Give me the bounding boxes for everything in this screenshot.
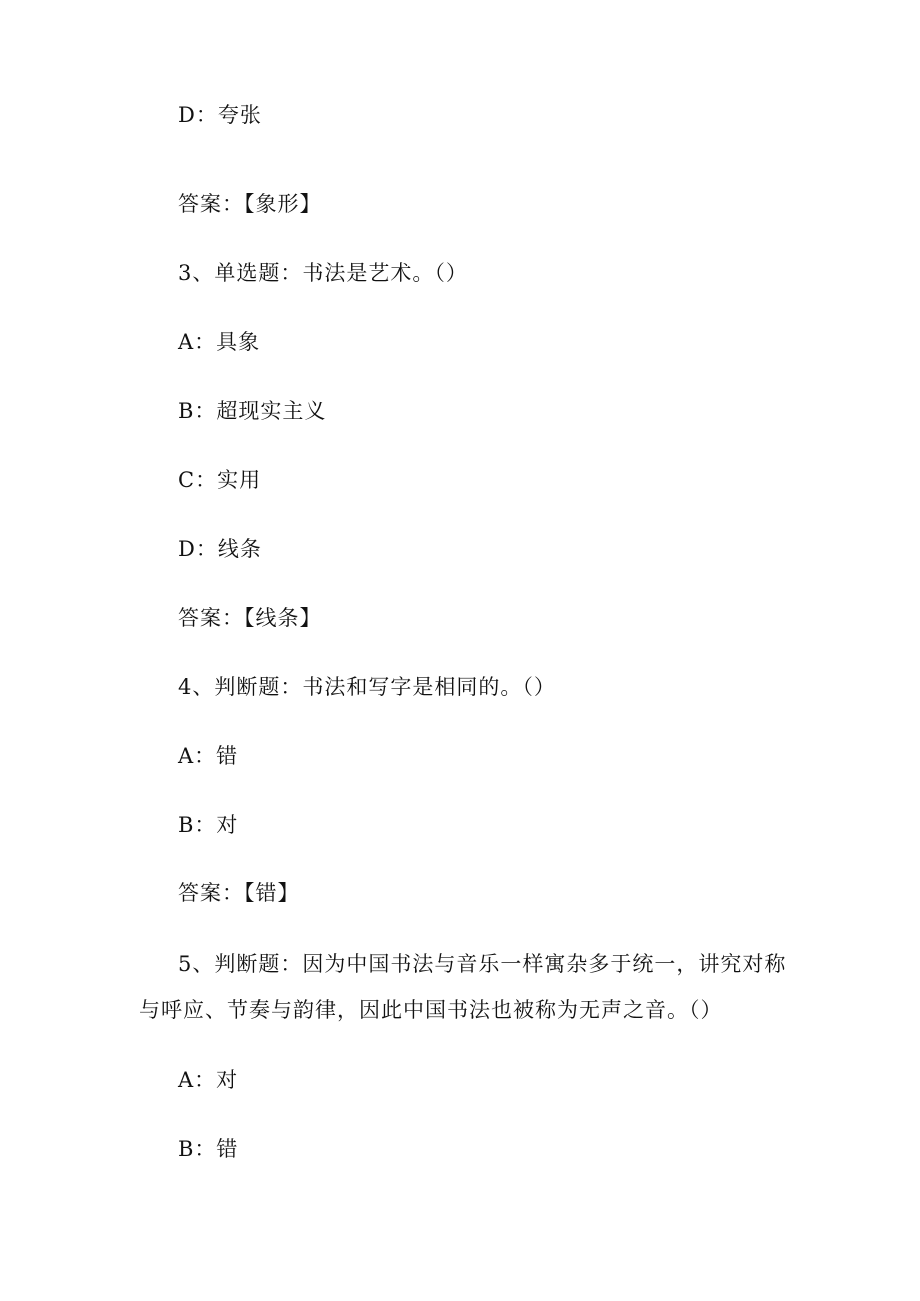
q3-option-b: B：超现实主义 xyxy=(178,399,327,423)
q3-option-c: C：实用 xyxy=(178,468,262,492)
q5-option-b: B：错 xyxy=(178,1137,239,1161)
q5-question-line-2: 与呼应、节奏与韵律，因此中国书法也被称为无声之音。（） xyxy=(139,998,723,1022)
q4-answer: 答案：【错】 xyxy=(178,881,300,905)
q2-option-d: D：夸张 xyxy=(178,103,262,127)
q3-option-a: A：具象 xyxy=(178,330,261,354)
q4-option-a: A：错 xyxy=(178,744,239,768)
q4-option-b: B：对 xyxy=(178,813,239,837)
q4-question: 4、判断题：书法和写字是相同的。（） xyxy=(178,675,556,699)
q5-question-line-1: 5、判断题：因为中国书法与音乐一样寓杂多于统一，讲究对称 xyxy=(178,952,787,976)
q2-answer: 答案：【象形】 xyxy=(178,192,322,216)
q3-answer: 答案：【线条】 xyxy=(178,606,322,630)
q3-question: 3、单选题：书法是艺术。（） xyxy=(178,261,468,285)
q3-option-d: D：线条 xyxy=(178,537,262,561)
q5-option-a: A：对 xyxy=(178,1068,239,1092)
